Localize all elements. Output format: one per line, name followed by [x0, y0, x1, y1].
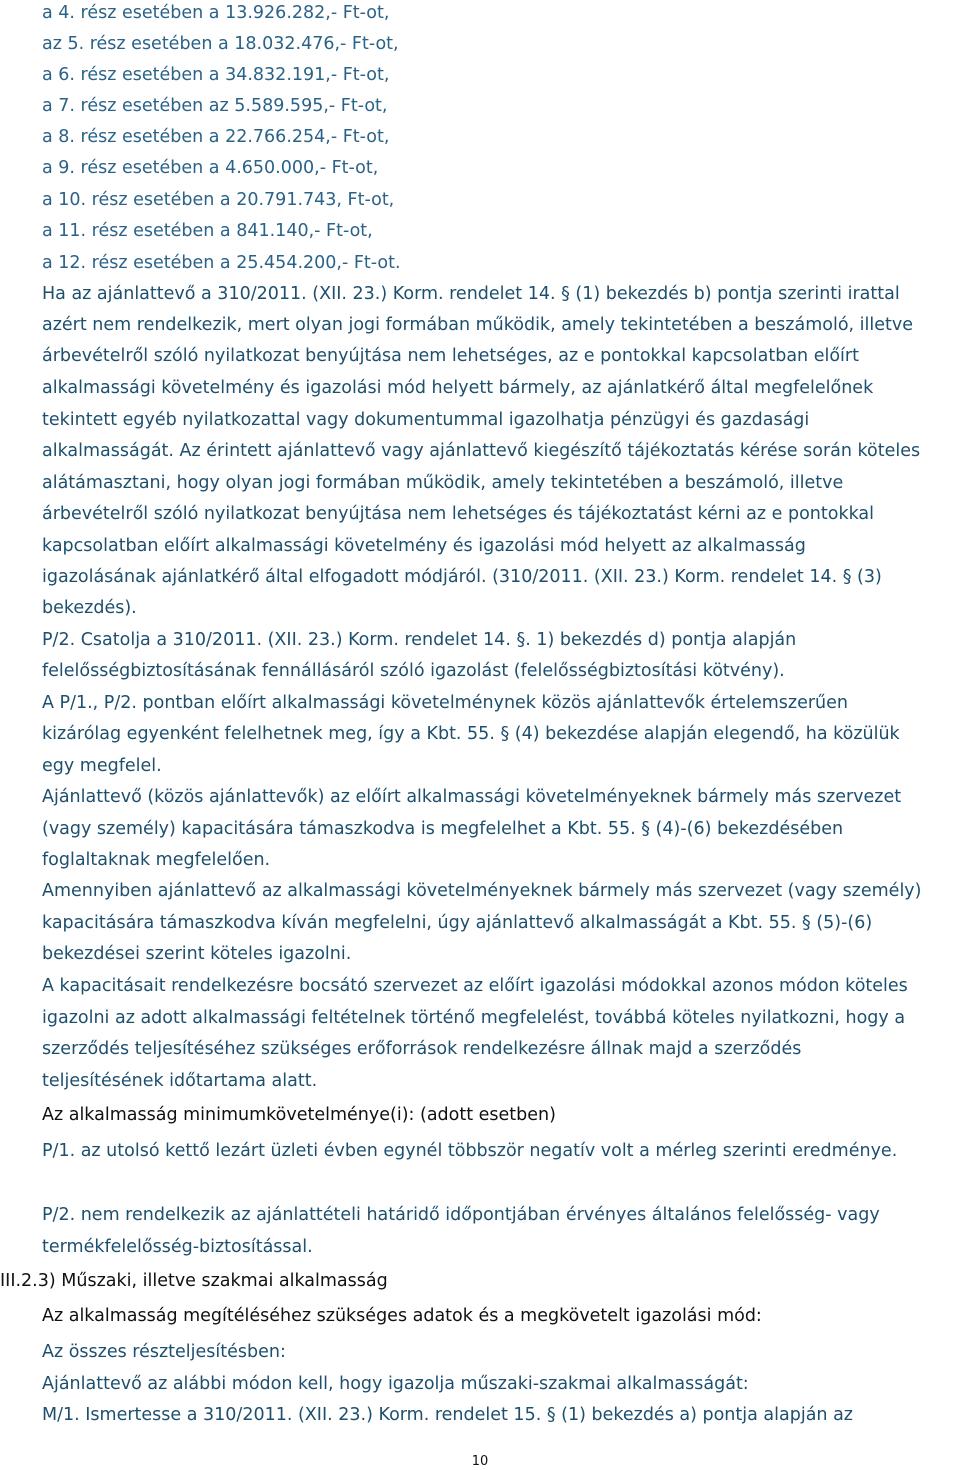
text-line: alkalmasságát. Az érintett ajánlattevő vagy ajánlattevő kiegészítő tájékoztatás kérése során köteles [42, 441, 921, 461]
text-line: Ajánlattevő (közös ajánlattevők) az előírt alkalmassági követelményeknek bármely más szervezet [42, 787, 902, 807]
text-line: egy megfelel. [42, 756, 162, 776]
text-line: M/1. Ismertesse a 310/2011. (XII. 23.) Korm. rendelet 15. § (1) bekezdés a) pontja alapján az [42, 1405, 853, 1425]
text-line: a 10. rész esetében a 20.791.743, Ft-ot, [42, 190, 395, 210]
text-line: igazolásának ajánlatkérő által elfogadott módjáról. (310/2011. (XII. 23.) Korm. rendelet 14. § (3) [42, 567, 882, 587]
text-line: a 6. rész esetében a 34.832.191,- Ft-ot, [42, 65, 390, 85]
section-heading: III.2.3) Műszaki, illetve szakmai alkalmasság [0, 1271, 388, 1291]
text-line: Ha az ajánlattevő a 310/2011. (XII. 23.) Korm. rendelet 14. § (1) bekezdés b) pontja szerinti irattal [42, 284, 900, 304]
text-line: az 5. rész esetében a 18.032.476,- Ft-ot, [42, 34, 399, 54]
text-line: P/1. az utolsó kettő lezárt üzleti évben egynél többször negatív volt a mérleg szerinti eredménye. [42, 1141, 898, 1161]
text-line: Az alkalmasság megítéléséhez szükséges adatok és a megkövetelt igazolási mód: [42, 1306, 762, 1326]
text-line: Az alkalmasság minimumkövetelménye(i): (adott esetben) [42, 1105, 556, 1125]
text-line: igazolni az adott alkalmassági feltételnek történő megfelelést, továbbá köteles nyilatkozni, hogy a [42, 1008, 906, 1028]
text-line: A kapacitásait rendelkezésre bocsátó szervezet az előírt igazolási módokkal azonos módon köteles [42, 976, 908, 996]
text-line: Az összes részteljesítésben: [42, 1342, 286, 1362]
text-line: a 9. rész esetében a 4.650.000,- Ft-ot, [42, 158, 379, 178]
text-line: bekezdései szerint köteles igazolni. [42, 944, 352, 964]
text-line: termékfelelősség-biztosítással. [42, 1237, 313, 1257]
text-line: a 4. rész esetében a 13.926.282,- Ft-ot, [42, 3, 390, 23]
text-line: kapacitására támaszkodva kíván megfelelni, úgy ajánlattevő alkalmasságát a Kbt. 55. § (5)-(6) [42, 913, 873, 933]
text-line: alátámasztani, hogy olyan jogi formában működik, amely tekintetében a beszámoló, illetve [42, 473, 844, 493]
text-line: azért nem rendelkezik, mert olyan jogi formában működik, amely tekintetében a beszámoló, illetve [42, 315, 913, 335]
page-number: 10 [471, 1454, 489, 1469]
text-line: a 7. rész esetében az 5.589.595,- Ft-ot, [42, 96, 388, 116]
text-line: szerződés teljesítéséhez szükséges erőforrások rendelkezésre állnak majd a szerződés [42, 1039, 802, 1059]
text-line: a 8. rész esetében a 22.766.254,- Ft-ot, [42, 127, 390, 147]
text-line: árbevételről szóló nyilatkozat benyújtása nem lehetséges, az e pontokkal kapcsolatban előírt [42, 346, 859, 366]
text-line: tekintett egyéb nyilatkozattal vagy dokumentummal igazolhatja pénzügyi és gazdasági [42, 410, 810, 430]
text-line: Amennyiben ajánlattevő az alkalmassági követelményeknek bármely más szervezet (vagy személy) [42, 881, 922, 901]
text-line: teljesítésének időtartama alatt. [42, 1071, 318, 1091]
text-line: kizárólag egyenként felelhetnek meg, így a Kbt. 55. § (4) bekezdése alapján elegendő, ha közülük [42, 724, 900, 744]
text-line: alkalmassági követelmény és igazolási mód helyett bármely, az ajánlatkérő által megfelelőnek [42, 378, 874, 398]
text-line: (vagy személy) kapacitására támaszkodva is megfelelhet a Kbt. 55. § (4)-(6) bekezdésében [42, 819, 844, 839]
text-line: kapcsolatban előírt alkalmassági követelmény és igazolási mód helyett az alkalmasság [42, 536, 806, 556]
text-line: foglaltaknak megfelelően. [42, 850, 271, 870]
text-line: A P/1., P/2. pontban előírt alkalmassági követelménynek közös ajánlattevők értelemszerűen [42, 693, 848, 713]
text-line: P/2. Csatolja a 310/2011. (XII. 23.) Korm. rendelet 14. §. 1) bekezdés d) pontja alapján [42, 630, 797, 650]
text-line: felelősségbiztosításának fennállásáról szóló igazolást (felelősségbiztosítási kötvény). [42, 661, 785, 681]
text-line: a 11. rész esetében a 841.140,- Ft-ot, [42, 221, 373, 241]
text-line: bekezdés). [42, 598, 137, 618]
text-line: P/2. nem rendelkezik az ajánlattételi határidő időpontjában érvényes általános felelősség- vagy [42, 1205, 880, 1225]
text-line: a 12. rész esetében a 25.454.200,- Ft-ot. [42, 253, 401, 273]
text-line: Ajánlattevő az alábbi módon kell, hogy igazolja műszaki-szakmai alkalmasságát: [42, 1374, 749, 1394]
text-line: árbevételről szóló nyilatkozat benyújtása nem lehetséges és tájékoztatást kérni az e pontokkal [42, 504, 874, 524]
